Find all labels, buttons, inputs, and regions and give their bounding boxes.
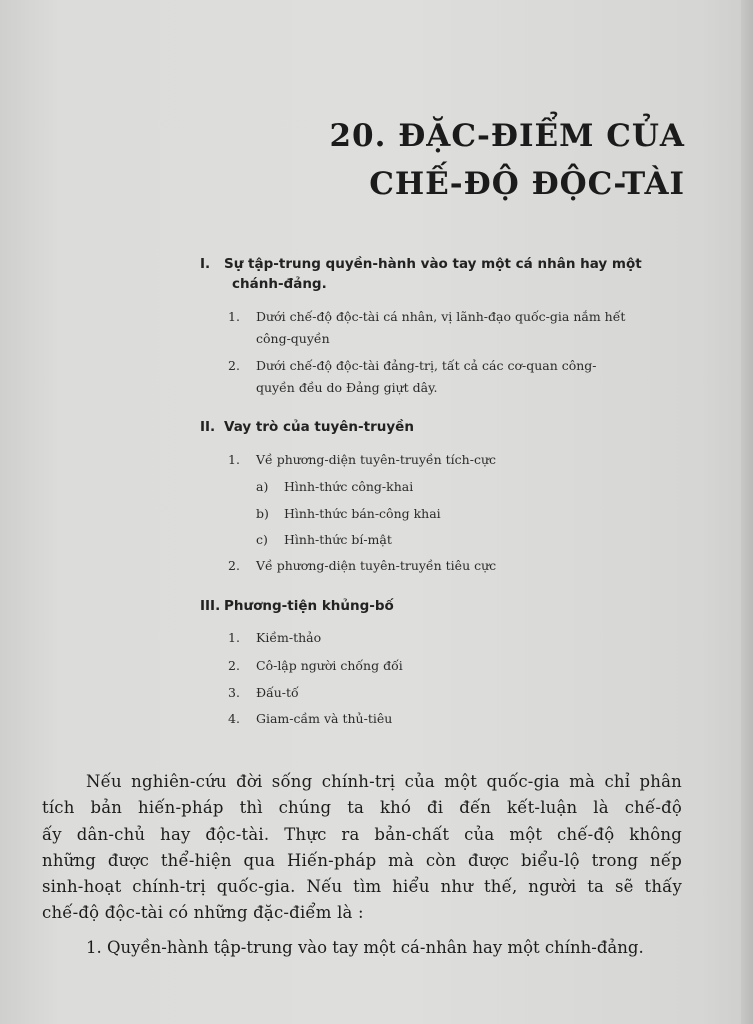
paragraph-line: những được thể-hiện qua Hiến-pháp mà còn được biểu-lộ trong nếp <box>42 851 682 870</box>
item-text: Đấu-tố <box>256 685 299 700</box>
item-text: Giam-cầm và thủ-tiêu <box>256 711 393 726</box>
section-heading-text: Sự tập-trung quyền-hành vào tay một cá nhân hay một <box>224 256 642 272</box>
paragraph-line: Nếu nghiên-cứu đời sống chính-trị của một quốc-gia mà chỉ phân <box>86 772 682 791</box>
list-item <box>228 358 597 373</box>
list-item <box>256 532 392 547</box>
item-text: Cô-lập người chống đối <box>256 658 403 673</box>
item-text: Hình-thức bán-công khai <box>284 506 441 521</box>
item-number: 1. <box>228 309 240 324</box>
item-text: Về phương-diện tuyên-truyền tích-cực <box>256 452 496 467</box>
list-item <box>228 309 625 324</box>
chapter-title <box>329 112 685 208</box>
paragraph-line: chế-độ độc-tài có những đặc-điểm là : <box>42 903 364 922</box>
paragraph-line: tích bản hiến-pháp thì chúng ta khó đi đến kết-luận là chế-độ <box>42 798 682 817</box>
item-number: 1. <box>228 630 240 645</box>
item-number: b) <box>256 506 269 521</box>
list-item <box>228 630 321 645</box>
item-text: Kiềm-thảo <box>256 630 322 645</box>
item-number: a) <box>256 479 269 494</box>
item-number: 3. <box>228 685 240 700</box>
item-text: Hình-thức bí-mật <box>284 532 392 547</box>
list-item <box>228 685 299 700</box>
list-item <box>228 711 392 726</box>
item-number: 1. <box>228 452 240 467</box>
list-item-cont: công-quyền <box>256 331 330 346</box>
list-item <box>228 658 403 673</box>
section-heading-2 <box>200 419 414 435</box>
list-item <box>228 452 496 467</box>
section-heading-1-cont: chánh-đảng. <box>232 276 327 292</box>
item-number: 2. <box>228 558 240 573</box>
item-text: Dưới chế-độ độc-tài đảng-trị, tất cả các cơ-quan công- <box>256 358 597 373</box>
section-number: II. <box>200 419 216 435</box>
section-number: III. <box>200 598 221 614</box>
list-item-cont: quyền đều do Đảng giựt dây. <box>256 380 438 395</box>
item-number: 2. <box>228 358 240 373</box>
item-number: 4. <box>228 711 240 726</box>
chapter-title-line1: 20. ĐẶC-ĐIỂM CỦA <box>329 118 685 154</box>
final-point: 1. Quyền-hành tập-trung vào tay một cá-nhân hay một chính-đảng. <box>86 938 644 957</box>
item-text: Hình-thức công-khai <box>284 479 414 494</box>
item-number: c) <box>256 532 268 547</box>
list-item <box>256 479 413 494</box>
paragraph-line: ấy dân-chủ hay độc-tài. Thực ra bản-chất của một chế-độ không <box>42 825 682 844</box>
item-text: Dưới chế-độ độc-tài cá nhân, vị lãnh-đạo quốc-gia nắm hết <box>256 309 626 324</box>
section-heading-text: Vay trò của tuyên-truyền <box>224 419 414 435</box>
section-heading-3 <box>200 598 394 614</box>
paragraph-line: sinh-hoạt chính-trị quốc-gia. Nếu tìm hiểu như thế, người ta sẽ thấy <box>42 877 682 896</box>
chapter-title-line2: CHẾ-ĐỘ ĐỘC-TÀI <box>369 166 685 202</box>
section-number: I. <box>200 256 211 272</box>
section-heading-text: Phương-tiện khủng-bố <box>224 598 394 614</box>
section-heading-1 <box>200 256 642 272</box>
list-item <box>256 506 441 521</box>
item-text: Về phương-diện tuyên-truyền tiêu cực <box>256 558 497 573</box>
page-edge <box>741 0 753 1024</box>
item-number: 2. <box>228 658 240 673</box>
list-item <box>228 558 496 573</box>
